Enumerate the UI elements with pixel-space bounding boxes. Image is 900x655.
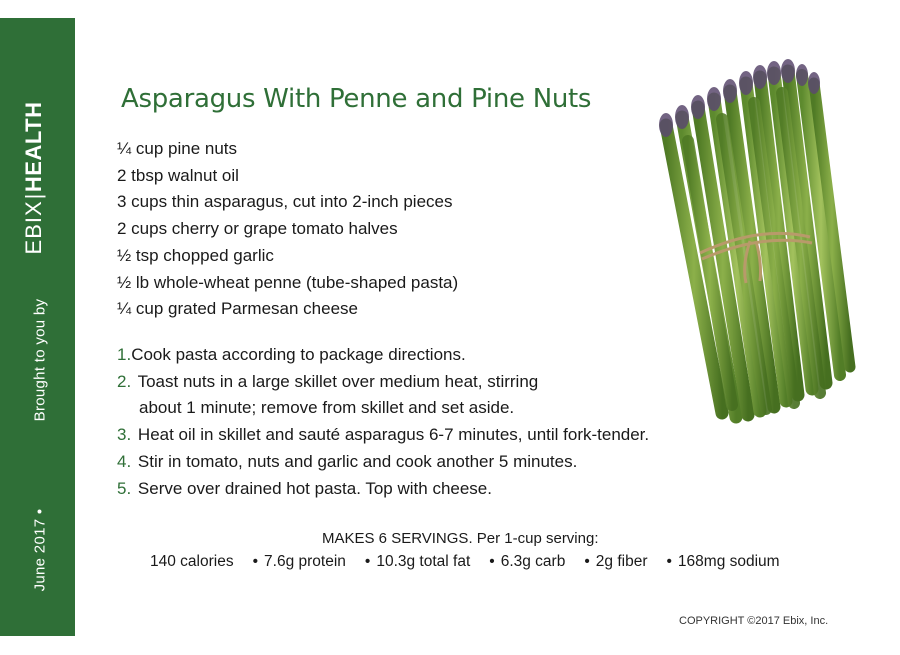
nutrition-facts <box>150 553 799 571</box>
issue-date: June 2017 • <box>31 508 49 592</box>
nutrition-fiber-item <box>584 553 647 571</box>
instruction-step <box>117 342 649 369</box>
step-number: 4. <box>117 451 132 471</box>
ingredient-item: ½ lb whole-wheat penne (tube-shaped pasta) <box>117 272 459 292</box>
brand-health: HEALTH <box>21 101 46 193</box>
nutrition-fat: 10.3g total fat <box>376 553 471 570</box>
instruction-step <box>117 369 649 396</box>
step-text: Stir in tomato, nuts and garlic and cook another 5 minutes. <box>133 451 578 471</box>
nutrition-sodium: 168mg sodium <box>677 553 780 570</box>
servings-line: MAKES 6 SERVINGS. Per 1-cup serving: <box>322 530 599 547</box>
step-text: Cook pasta according to package directions. <box>131 345 466 364</box>
copyright-notice: COPYRIGHT ©2017 Ebix, Inc. <box>679 615 829 627</box>
instruction-step <box>117 476 649 503</box>
nutrition-protein: 7.6g protein <box>264 553 346 570</box>
nutrition-fat-item <box>365 553 470 571</box>
brought-to-you-by: Brought to you by <box>31 298 49 422</box>
brand-logo <box>21 102 47 255</box>
ingredient-item: ¼ cup pine nuts <box>117 139 238 158</box>
nutrition-fiber: 2g fiber <box>595 553 648 570</box>
instruction-step-continuation: about 1 minute; remove from skillet and set aside. <box>139 398 515 418</box>
ingredient-item: 2 tbsp walnut oil <box>117 165 239 185</box>
step-number: 5. <box>117 478 132 498</box>
ingredient-list <box>117 136 458 323</box>
nutrition-carb-item <box>489 553 565 571</box>
brand-separator: | <box>21 193 46 200</box>
instruction-list <box>117 342 649 502</box>
bullet-icon: • <box>489 553 495 570</box>
step-number: 1. <box>117 345 132 364</box>
step-text: Heat oil in skillet and sauté asparagus 6-7 minutes, until fork-tender. <box>133 425 650 445</box>
step-text: Serve over drained hot pasta. Top with cheese. <box>133 478 492 498</box>
recipe-title: Asparagus With Penne and Pine Nuts <box>121 84 592 114</box>
bullet-icon: • <box>252 553 259 570</box>
instruction-step <box>117 449 649 476</box>
nutrition-carb: 6.3g carb <box>500 553 566 570</box>
bullet-icon: • <box>666 553 672 570</box>
ingredient-item: 3 cups thin asparagus, cut into 2-inch pieces <box>117 192 453 212</box>
ingredient-item: ½ tsp chopped garlic <box>117 245 274 265</box>
nutrition-sodium-item <box>666 553 779 571</box>
step-number: 2. <box>117 371 132 391</box>
step-number: 3. <box>117 425 132 445</box>
sidebar <box>0 18 75 636</box>
step-text: Toast nuts in a large skillet over medium heat, stirring <box>133 371 539 391</box>
asparagus-image <box>630 55 860 425</box>
ingredient-item: ¼ cup grated Parmesan cheese <box>117 299 358 319</box>
bullet-icon: • <box>584 553 590 570</box>
nutrition-calories: 140 calories <box>150 553 234 570</box>
bullet-icon: • <box>364 553 371 570</box>
brand-ebix: EBIX <box>21 200 46 255</box>
ingredient-item: 2 cups cherry or grape tomato halves <box>117 219 398 239</box>
nutrition-protein-item <box>253 553 346 571</box>
instruction-step <box>117 422 649 449</box>
